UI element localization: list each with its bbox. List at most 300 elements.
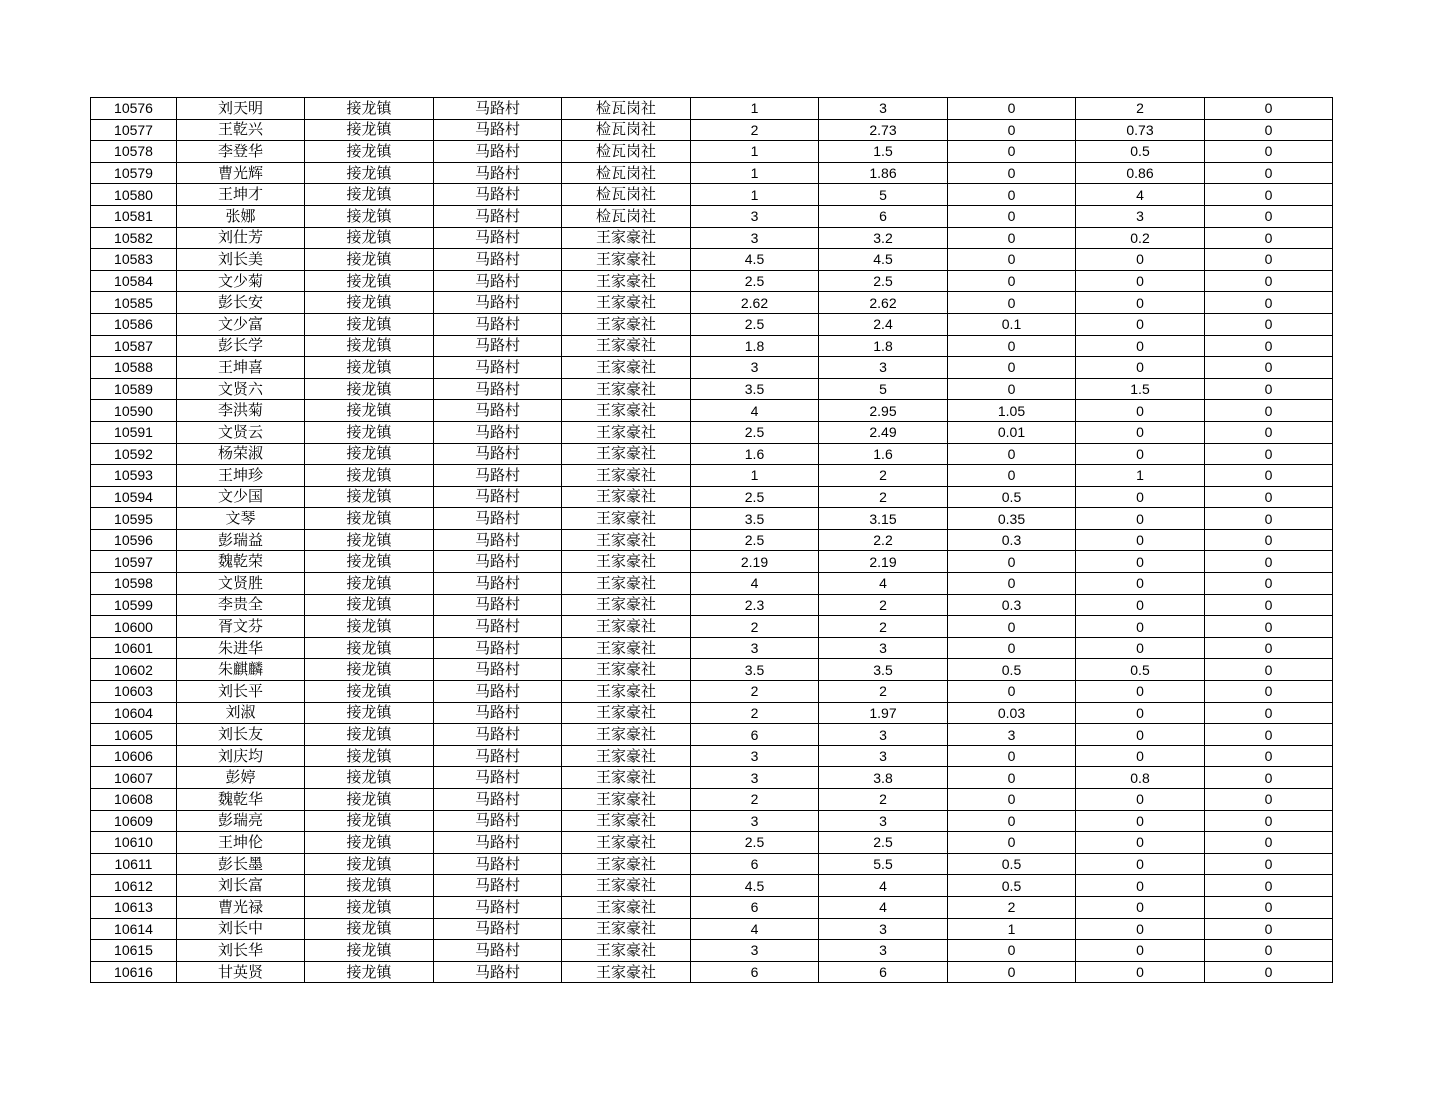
name-cell: 魏乾华 [177,789,305,811]
value-cell-4: 0 [1076,702,1205,724]
value-cell-5: 0 [1205,421,1333,443]
value-cell-2: 5 [819,378,948,400]
town-cell: 接龙镇 [305,378,434,400]
value-cell-1: 3 [691,745,819,767]
value-cell-5: 0 [1205,702,1333,724]
table-row [91,724,1333,746]
value-cell-1: 6 [691,896,819,918]
value-cell-3: 0 [948,270,1076,292]
id-cell: 10582 [91,227,177,249]
table-row [91,551,1333,573]
value-cell-1: 4 [691,918,819,940]
value-cell-4: 0 [1076,594,1205,616]
value-cell-3: 0 [948,745,1076,767]
id-cell: 10612 [91,875,177,897]
value-cell-2: 3 [819,724,948,746]
group-cell: 王家豪社 [562,357,691,379]
value-cell-5: 0 [1205,940,1333,962]
value-cell-5: 0 [1205,918,1333,940]
town-cell: 接龙镇 [305,767,434,789]
group-cell: 检瓦岗社 [562,119,691,141]
id-cell: 10600 [91,616,177,638]
village-cell: 马路村 [434,573,562,595]
id-cell: 10605 [91,724,177,746]
table-row [91,508,1333,530]
value-cell-2: 2 [819,465,948,487]
id-cell: 10585 [91,292,177,314]
name-cell: 彭瑞益 [177,529,305,551]
name-cell: 李登华 [177,141,305,163]
value-cell-5: 0 [1205,270,1333,292]
group-cell: 王家豪社 [562,724,691,746]
town-cell: 接龙镇 [305,119,434,141]
value-cell-2: 3 [819,810,948,832]
name-cell: 刘淑 [177,702,305,724]
value-cell-4: 0.86 [1076,162,1205,184]
name-cell: 甘英贤 [177,961,305,983]
group-cell: 王家豪社 [562,573,691,595]
group-cell: 王家豪社 [562,853,691,875]
value-cell-2: 4 [819,573,948,595]
name-cell: 彭长墨 [177,853,305,875]
group-cell: 王家豪社 [562,249,691,271]
town-cell: 接龙镇 [305,98,434,120]
id-cell: 10590 [91,400,177,422]
value-cell-3: 0.5 [948,875,1076,897]
group-cell: 王家豪社 [562,637,691,659]
value-cell-3: 0 [948,551,1076,573]
value-cell-2: 1.97 [819,702,948,724]
name-cell: 李洪菊 [177,400,305,422]
id-cell: 10610 [91,832,177,854]
group-cell: 王家豪社 [562,961,691,983]
village-cell: 马路村 [434,875,562,897]
village-cell: 马路村 [434,98,562,120]
table-row [91,616,1333,638]
value-cell-2: 1.8 [819,335,948,357]
value-cell-1: 3 [691,767,819,789]
value-cell-3: 0 [948,573,1076,595]
town-cell: 接龙镇 [305,659,434,681]
value-cell-4: 0.5 [1076,659,1205,681]
id-cell: 10611 [91,853,177,875]
value-cell-5: 0 [1205,594,1333,616]
town-cell: 接龙镇 [305,162,434,184]
value-cell-4: 0 [1076,918,1205,940]
table-row [91,875,1333,897]
town-cell: 接龙镇 [305,227,434,249]
value-cell-4: 0 [1076,292,1205,314]
value-cell-3: 0 [948,162,1076,184]
village-cell: 马路村 [434,270,562,292]
id-cell: 10616 [91,961,177,983]
value-cell-4: 0 [1076,940,1205,962]
value-cell-1: 1 [691,141,819,163]
id-cell: 10580 [91,184,177,206]
value-cell-3: 0 [948,141,1076,163]
town-cell: 接龙镇 [305,335,434,357]
value-cell-3: 0.35 [948,508,1076,530]
group-cell: 王家豪社 [562,270,691,292]
town-cell: 接龙镇 [305,443,434,465]
table-row [91,378,1333,400]
value-cell-4: 0.2 [1076,227,1205,249]
value-cell-3: 0.01 [948,421,1076,443]
value-cell-3: 0.5 [948,486,1076,508]
name-cell: 文少富 [177,313,305,335]
value-cell-3: 0 [948,98,1076,120]
id-cell: 10613 [91,896,177,918]
village-cell: 马路村 [434,724,562,746]
value-cell-2: 3 [819,918,948,940]
value-cell-3: 0 [948,249,1076,271]
group-cell: 王家豪社 [562,313,691,335]
value-cell-1: 4.5 [691,875,819,897]
name-cell: 魏乾荣 [177,551,305,573]
value-cell-2: 3 [819,98,948,120]
value-cell-5: 0 [1205,573,1333,595]
group-cell: 王家豪社 [562,421,691,443]
value-cell-4: 4 [1076,184,1205,206]
group-cell: 检瓦岗社 [562,98,691,120]
table-row [91,789,1333,811]
value-cell-1: 2 [691,702,819,724]
group-cell: 王家豪社 [562,659,691,681]
value-cell-3: 0 [948,443,1076,465]
name-cell: 朱麒麟 [177,659,305,681]
value-cell-4: 0 [1076,357,1205,379]
value-cell-3: 0 [948,227,1076,249]
value-cell-4: 0 [1076,335,1205,357]
value-cell-1: 2.62 [691,292,819,314]
table-row [91,637,1333,659]
value-cell-2: 2.5 [819,270,948,292]
value-cell-2: 3.8 [819,767,948,789]
value-cell-4: 2 [1076,98,1205,120]
value-cell-5: 0 [1205,681,1333,703]
value-cell-3: 0 [948,616,1076,638]
value-cell-2: 4 [819,896,948,918]
village-cell: 马路村 [434,378,562,400]
value-cell-1: 2.5 [691,832,819,854]
village-cell: 马路村 [434,594,562,616]
table-row [91,313,1333,335]
town-cell: 接龙镇 [305,357,434,379]
name-cell: 刘长富 [177,875,305,897]
id-cell: 10592 [91,443,177,465]
value-cell-4: 0 [1076,961,1205,983]
value-cell-2: 2 [819,681,948,703]
value-cell-3: 0 [948,465,1076,487]
value-cell-3: 0.1 [948,313,1076,335]
value-cell-3: 0.03 [948,702,1076,724]
value-cell-2: 2 [819,486,948,508]
group-cell: 王家豪社 [562,896,691,918]
village-cell: 马路村 [434,313,562,335]
value-cell-4: 0 [1076,486,1205,508]
value-cell-3: 0 [948,789,1076,811]
value-cell-5: 0 [1205,205,1333,227]
table-row [91,227,1333,249]
value-cell-2: 6 [819,961,948,983]
town-cell: 接龙镇 [305,896,434,918]
value-cell-3: 0 [948,637,1076,659]
group-cell: 检瓦岗社 [562,141,691,163]
name-cell: 文少国 [177,486,305,508]
table-body [91,98,1333,983]
village-cell: 马路村 [434,832,562,854]
value-cell-4: 0 [1076,529,1205,551]
name-cell: 朱进华 [177,637,305,659]
table-row [91,357,1333,379]
village-cell: 马路村 [434,551,562,573]
value-cell-1: 2 [691,681,819,703]
table-row [91,162,1333,184]
table-row [91,270,1333,292]
town-cell: 接龙镇 [305,508,434,530]
name-cell: 文贤胜 [177,573,305,595]
table-row [91,335,1333,357]
id-cell: 10586 [91,313,177,335]
value-cell-5: 0 [1205,529,1333,551]
value-cell-5: 0 [1205,162,1333,184]
value-cell-4: 0 [1076,789,1205,811]
name-cell: 曹光辉 [177,162,305,184]
village-cell: 马路村 [434,940,562,962]
value-cell-4: 0.5 [1076,141,1205,163]
id-cell: 10604 [91,702,177,724]
name-cell: 文贤云 [177,421,305,443]
value-cell-2: 2.2 [819,529,948,551]
value-cell-1: 1.6 [691,443,819,465]
value-cell-3: 3 [948,724,1076,746]
table-row [91,810,1333,832]
value-cell-3: 0 [948,292,1076,314]
name-cell: 文少菊 [177,270,305,292]
value-cell-3: 0.3 [948,529,1076,551]
value-cell-4: 0 [1076,681,1205,703]
value-cell-2: 2.62 [819,292,948,314]
id-cell: 10595 [91,508,177,530]
value-cell-1: 3 [691,940,819,962]
name-cell: 刘长中 [177,918,305,940]
id-cell: 10584 [91,270,177,292]
name-cell: 刘长华 [177,940,305,962]
table-row [91,594,1333,616]
group-cell: 王家豪社 [562,940,691,962]
id-cell: 10593 [91,465,177,487]
value-cell-5: 0 [1205,551,1333,573]
value-cell-2: 1.86 [819,162,948,184]
name-cell: 胥文芬 [177,616,305,638]
village-cell: 马路村 [434,205,562,227]
village-cell: 马路村 [434,465,562,487]
value-cell-2: 3.15 [819,508,948,530]
table-row [91,119,1333,141]
id-cell: 10583 [91,249,177,271]
value-cell-5: 0 [1205,400,1333,422]
town-cell: 接龙镇 [305,940,434,962]
village-cell: 马路村 [434,227,562,249]
value-cell-5: 0 [1205,292,1333,314]
name-cell: 刘仕芳 [177,227,305,249]
group-cell: 王家豪社 [562,832,691,854]
table-row [91,853,1333,875]
value-cell-1: 3 [691,637,819,659]
town-cell: 接龙镇 [305,810,434,832]
id-cell: 10599 [91,594,177,616]
value-cell-5: 0 [1205,810,1333,832]
town-cell: 接龙镇 [305,313,434,335]
value-cell-2: 5 [819,184,948,206]
value-cell-2: 2 [819,789,948,811]
table-row [91,940,1333,962]
village-cell: 马路村 [434,162,562,184]
value-cell-5: 0 [1205,249,1333,271]
town-cell: 接龙镇 [305,961,434,983]
village-cell: 马路村 [434,637,562,659]
table-row [91,961,1333,983]
town-cell: 接龙镇 [305,875,434,897]
id-cell: 10607 [91,767,177,789]
id-cell: 10615 [91,940,177,962]
id-cell: 10576 [91,98,177,120]
table-row [91,421,1333,443]
value-cell-4: 0.73 [1076,119,1205,141]
table-row [91,400,1333,422]
village-cell: 马路村 [434,616,562,638]
village-cell: 马路村 [434,249,562,271]
value-cell-2: 6 [819,205,948,227]
village-cell: 马路村 [434,141,562,163]
village-cell: 马路村 [434,443,562,465]
value-cell-3: 0 [948,767,1076,789]
group-cell: 王家豪社 [562,745,691,767]
value-cell-1: 3 [691,357,819,379]
name-cell: 李贵全 [177,594,305,616]
village-cell: 马路村 [434,400,562,422]
village-cell: 马路村 [434,292,562,314]
village-cell: 马路村 [434,119,562,141]
table-row [91,443,1333,465]
group-cell: 检瓦岗社 [562,184,691,206]
village-cell: 马路村 [434,961,562,983]
group-cell: 王家豪社 [562,465,691,487]
group-cell: 王家豪社 [562,378,691,400]
name-cell: 刘长友 [177,724,305,746]
value-cell-5: 0 [1205,616,1333,638]
value-cell-2: 2.95 [819,400,948,422]
value-cell-5: 0 [1205,745,1333,767]
village-cell: 马路村 [434,767,562,789]
value-cell-5: 0 [1205,853,1333,875]
table-row [91,292,1333,314]
value-cell-3: 0 [948,205,1076,227]
value-cell-1: 1 [691,465,819,487]
value-cell-5: 0 [1205,875,1333,897]
name-cell: 彭长安 [177,292,305,314]
town-cell: 接龙镇 [305,421,434,443]
village-cell: 马路村 [434,789,562,811]
value-cell-4: 0 [1076,853,1205,875]
value-cell-3: 0.5 [948,659,1076,681]
value-cell-3: 0 [948,378,1076,400]
value-cell-1: 2 [691,616,819,638]
id-cell: 10588 [91,357,177,379]
name-cell: 彭瑞亮 [177,810,305,832]
id-cell: 10598 [91,573,177,595]
village-cell: 马路村 [434,335,562,357]
value-cell-5: 0 [1205,637,1333,659]
id-cell: 10597 [91,551,177,573]
table-row [91,702,1333,724]
value-cell-1: 3.5 [691,378,819,400]
value-cell-5: 0 [1205,724,1333,746]
name-cell: 彭婷 [177,767,305,789]
value-cell-3: 0 [948,184,1076,206]
name-cell: 杨荣淑 [177,443,305,465]
value-cell-4: 0 [1076,443,1205,465]
town-cell: 接龙镇 [305,205,434,227]
value-cell-1: 2.5 [691,270,819,292]
id-cell: 10589 [91,378,177,400]
table-row [91,141,1333,163]
name-cell: 刘庆均 [177,745,305,767]
id-cell: 10602 [91,659,177,681]
value-cell-1: 2.5 [691,313,819,335]
value-cell-1: 6 [691,724,819,746]
value-cell-5: 0 [1205,465,1333,487]
id-cell: 10587 [91,335,177,357]
value-cell-1: 2.3 [691,594,819,616]
value-cell-5: 0 [1205,896,1333,918]
id-cell: 10581 [91,205,177,227]
name-cell: 文琴 [177,508,305,530]
group-cell: 检瓦岗社 [562,162,691,184]
town-cell: 接龙镇 [305,832,434,854]
group-cell: 王家豪社 [562,508,691,530]
village-cell: 马路村 [434,681,562,703]
town-cell: 接龙镇 [305,789,434,811]
town-cell: 接龙镇 [305,270,434,292]
id-cell: 10579 [91,162,177,184]
village-cell: 马路村 [434,486,562,508]
value-cell-4: 0 [1076,896,1205,918]
value-cell-4: 0 [1076,637,1205,659]
value-cell-3: 0 [948,961,1076,983]
group-cell: 王家豪社 [562,810,691,832]
village-cell: 马路村 [434,702,562,724]
value-cell-2: 2.19 [819,551,948,573]
value-cell-1: 2.19 [691,551,819,573]
group-cell: 王家豪社 [562,400,691,422]
value-cell-5: 0 [1205,313,1333,335]
value-cell-5: 0 [1205,443,1333,465]
value-cell-3: 0 [948,681,1076,703]
table-row [91,486,1333,508]
value-cell-1: 3 [691,810,819,832]
id-cell: 10606 [91,745,177,767]
village-cell: 马路村 [434,508,562,530]
table-row [91,573,1333,595]
value-cell-5: 0 [1205,227,1333,249]
value-cell-2: 2 [819,616,948,638]
value-cell-4: 0 [1076,249,1205,271]
group-cell: 王家豪社 [562,616,691,638]
town-cell: 接龙镇 [305,529,434,551]
value-cell-2: 5.5 [819,853,948,875]
value-cell-2: 2.49 [819,421,948,443]
